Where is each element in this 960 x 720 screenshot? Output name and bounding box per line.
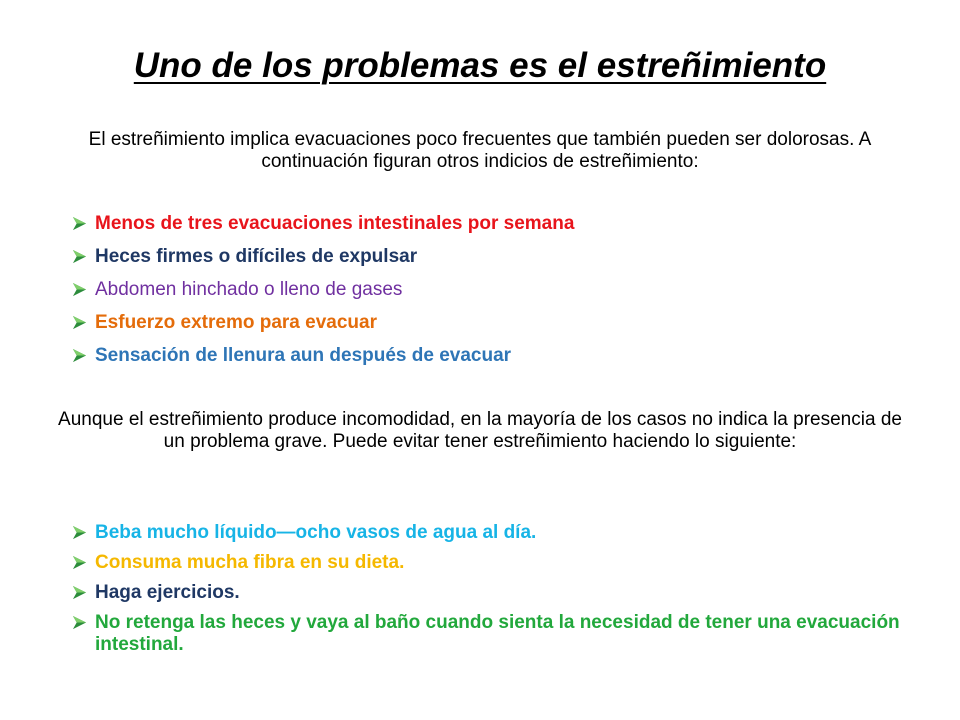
symptom-item-text: Heces firmes o difíciles de expulsar: [95, 246, 418, 267]
arrowhead-bullet-icon: [72, 585, 87, 600]
arrowhead-bullet-icon: [72, 348, 87, 363]
slide-title: Uno de los problemas es el estreñimiento: [133, 46, 827, 85]
symptom-item: [72, 312, 912, 334]
tip-item-text: Beba mucho líquido—ocho vasos de agua al día.: [95, 522, 537, 543]
tip-item: [72, 522, 912, 544]
intro-paragraph: El estreñimiento implica evacuaciones poco frecuentes que también pueden ser dolorosas. A continuación figuran otros indicios de estreñimiento:: [88, 129, 872, 172]
symptom-item-text: Sensación de llenura aun después de evacuar: [95, 345, 512, 366]
middle-paragraph: Aunque el estreñimiento produce incomodidad, en la mayoría de los casos no indica la presencia de un problema grave. Puede evitar tener estreñimiento haciendo lo siguiente:: [58, 409, 902, 452]
symptom-item: [72, 279, 912, 301]
arrowhead-bullet-icon: [72, 315, 87, 330]
tip-item-text: Haga ejercicios.: [95, 582, 240, 603]
tip-item: [72, 552, 912, 574]
symptom-item: [72, 345, 912, 367]
tip-item: [72, 582, 912, 604]
tip-list: [72, 522, 912, 664]
symptom-item: [72, 213, 912, 235]
tip-item-text: No retenga las heces y vaya al baño cuando sienta la necesidad de tener una evacuación intestinal.: [95, 612, 900, 655]
symptom-item-text: Menos de tres evacuaciones intestinales por semana: [95, 213, 575, 234]
arrowhead-bullet-icon: [72, 282, 87, 297]
symptom-list: [72, 213, 912, 378]
tip-item-text: Consuma mucha fibra en su dieta.: [95, 552, 405, 573]
arrowhead-bullet-icon: [72, 249, 87, 264]
arrowhead-bullet-icon: [72, 615, 87, 630]
symptom-item-text: Esfuerzo extremo para evacuar: [95, 312, 377, 333]
tip-item: [72, 612, 912, 656]
arrowhead-bullet-icon: [72, 525, 87, 540]
symptom-item: [72, 246, 912, 268]
arrowhead-bullet-icon: [72, 216, 87, 231]
symptom-item-text: Abdomen hinchado o lleno de gases: [95, 279, 403, 300]
arrowhead-bullet-icon: [72, 555, 87, 570]
